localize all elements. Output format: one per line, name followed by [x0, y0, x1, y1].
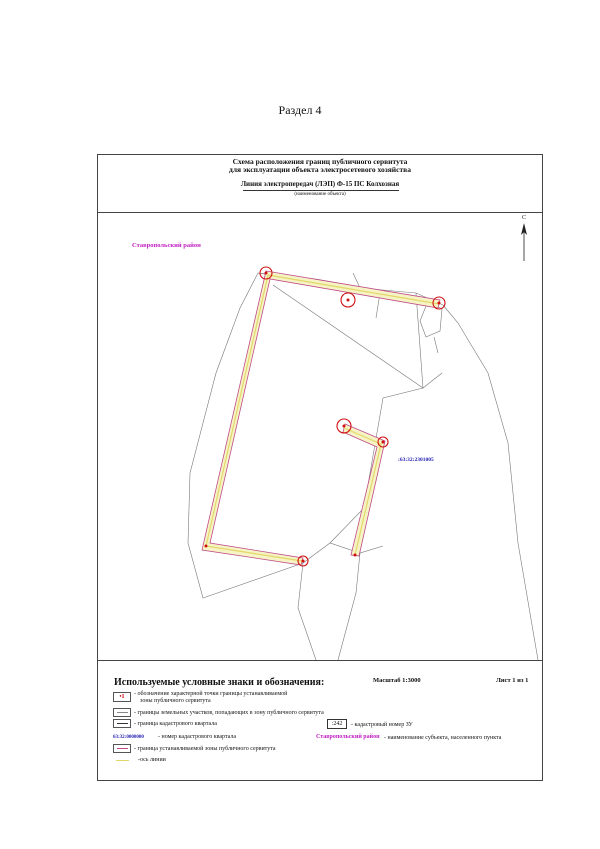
legend [98, 660, 542, 781]
svg-text:·: · [320, 288, 321, 292]
north-arrow [520, 215, 528, 266]
point-markers [205, 272, 441, 563]
parcels-symbol [113, 708, 131, 717]
legend-title: Используемые условные знаки и обозначения: [114, 677, 325, 688]
svg-text:·: · [368, 294, 369, 298]
scheme-title-line2: для эксплуатации объекта электросетевого хозяйства [229, 165, 411, 174]
map-drawing [98, 213, 542, 660]
legend-parcels-text: - границы земельных участков, попадающих в зону публичного сервитута [134, 710, 324, 716]
svg-text:·: · [366, 510, 367, 514]
parcel-boundaries [188, 273, 538, 660]
cad-number-symbol: :242 [327, 719, 347, 729]
svg-text:·: · [231, 410, 232, 414]
servitude-corridor [202, 271, 440, 565]
quarter-number-symbol: 63:32:0000000 [113, 735, 144, 740]
legend-axis-text: -ось линии [138, 757, 166, 763]
servitude-symbol [113, 744, 131, 753]
point-number-ticks [213, 282, 399, 562]
north-arrow-icon [520, 221, 528, 261]
legend-quarter-boundary-text: - граница кадастрового квартала [134, 721, 217, 727]
region-label: Ставропольский район [132, 242, 201, 249]
scale-label: Масштаб 1:3000 [373, 677, 421, 684]
svg-text:·: · [220, 460, 221, 464]
object-caption: (наименование объекта) [294, 192, 346, 197]
scheme-title-line1: Схема расположения границ публичного сервитута [232, 157, 408, 166]
legend-point-text-1: - обозначение характерной точки границы устанавливаемой [134, 691, 288, 697]
object-name-underline [243, 190, 399, 191]
svg-text:·: · [274, 282, 275, 286]
section-title: Раздел 4 [278, 103, 322, 117]
svg-text:·: · [238, 554, 239, 558]
legend-region-text: - наименование субъекта, населенного пункта [384, 735, 502, 741]
point-symbol: •1 [113, 692, 131, 702]
svg-text:·: · [373, 470, 374, 474]
scheme-frame [97, 154, 543, 781]
svg-text:·: · [398, 298, 399, 302]
cadastral-quarter-label: :63:32:2301005 [398, 457, 434, 463]
line-axis [206, 275, 439, 561]
region-symbol: Ставропольский район [316, 734, 380, 740]
scheme-header [98, 155, 542, 213]
legend-servitude-text: - граница устанавливаемой зоны публичного сервитута [134, 746, 276, 752]
axis-symbol [116, 760, 129, 761]
north-letter: С [521, 215, 526, 221]
legend-quarter-number-text: - номер кадастрового квартала [158, 734, 237, 740]
svg-text:·: · [294, 284, 295, 288]
svg-text:·: · [213, 510, 214, 514]
object-name: Линия электропередач (ЛЭП) Ф-15 ПС Колхозная [240, 180, 400, 188]
map-area[interactable] [98, 213, 542, 660]
svg-text:·: · [243, 360, 244, 364]
legend-cad-number-text: - кадастровый номер ЗУ [351, 722, 413, 728]
quarter-boundary-symbol [113, 719, 131, 728]
sheet-label: Лист 1 из 1 [496, 677, 529, 684]
svg-text:·: · [273, 558, 274, 562]
legend-point-text-2: зоны публичного сервитута [140, 698, 211, 704]
svg-text:·: · [253, 320, 254, 324]
